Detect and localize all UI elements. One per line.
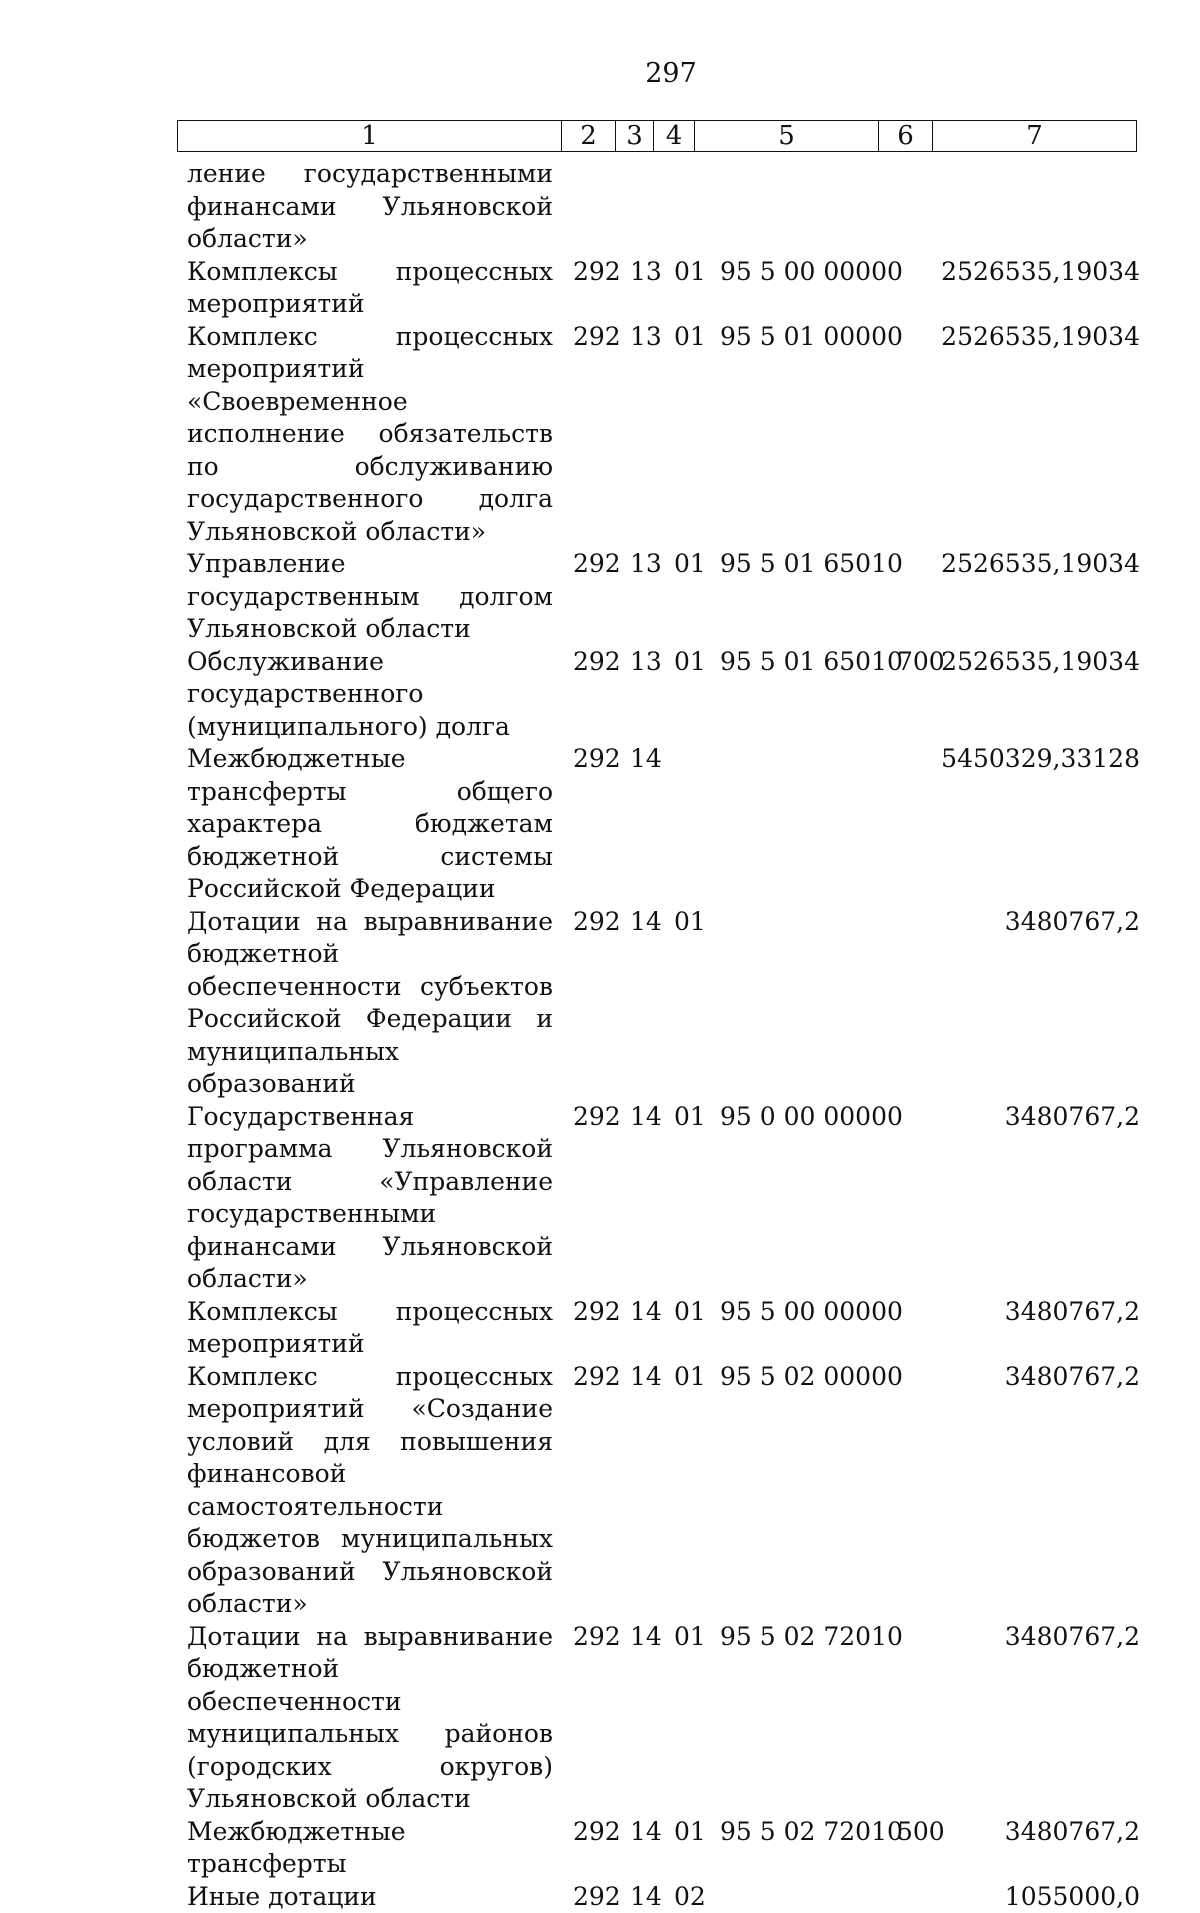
row-c3: 14 [630,1361,662,1394]
row-name: ление государственными финансами Ульяновской области» [187,158,553,256]
row-c3: 13 [630,321,662,354]
row-c7: 3480767,2 [1005,1816,1140,1849]
table-row [0,1361,1200,1621]
row-name: Комплекс процессных мероприятий «Своевременное исполнение обязательств по обслуживанию государственного долга Ульяновской области» [187,321,553,549]
table-row [0,321,1200,549]
row-c4: 01 [674,1296,706,1329]
column-header-2: 2 [562,121,616,152]
column-header-3: 3 [616,121,654,152]
column-header-4: 4 [654,121,695,152]
row-c7: 3480767,2 [1005,1296,1140,1329]
row-c4: 02 [674,1881,706,1913]
row-c7: 2526535,19034 [941,321,1140,354]
row-name: Комплекс процессных мероприятий «Создание условий для повышения финансовой самостоятельности бюджетов муниципальных образований Ульяновской области» [187,1361,553,1621]
row-c5: 95 5 02 72010 [720,1816,903,1849]
page-number: 297 [0,58,1200,89]
row-name: Обслуживание государственного (муниципального) долга [187,646,553,744]
row-c2: 292 [573,646,621,679]
row-c3: 14 [630,1296,662,1329]
row-c3: 14 [630,1101,662,1134]
row-c4: 01 [674,1361,706,1394]
column-header-5: 5 [695,121,879,152]
row-c3: 13 [630,646,662,679]
row-c4: 01 [674,906,706,939]
row-c7: 2526535,19034 [941,256,1140,289]
row-c4: 01 [674,1101,706,1134]
table-row [0,548,1200,646]
column-header-6: 6 [879,121,933,152]
table-header [177,120,1137,152]
row-c4: 01 [674,646,706,679]
table-row [0,1296,1200,1361]
table-row [0,646,1200,744]
row-c7: 5450329,33128 [941,743,1140,776]
row-c5: 95 5 02 00000 [720,1361,903,1394]
row-c7: 3480767,2 [1005,1621,1140,1654]
row-name: Государственная программа Ульяновской области «Управление государственными финансами Ульяновской области» [187,1101,553,1296]
row-c3: 14 [630,1621,662,1654]
table-row [0,1101,1200,1296]
row-c7: 3480767,2 [1005,1361,1140,1394]
column-header-7: 7 [933,121,1137,152]
row-name: Дотации на выравнивание бюджетной обеспеченности субъектов Российской Федерации и муниципальных образований [187,906,553,1101]
row-c5: 95 5 01 00000 [720,321,903,354]
row-c5: 95 5 00 00000 [720,1296,903,1329]
row-c4: 01 [674,1816,706,1849]
row-c3: 14 [630,1881,662,1913]
row-c5: 95 5 02 72010 [720,1621,903,1654]
row-c3: 13 [630,256,662,289]
row-c2: 292 [573,548,621,581]
row-c3: 14 [630,1816,662,1849]
row-c7: 2526535,19034 [941,548,1140,581]
row-c2: 292 [573,1881,621,1913]
row-c6: 700 [897,646,945,679]
row-c2: 292 [573,1296,621,1329]
table-row [0,1816,1200,1881]
table-row [0,1621,1200,1816]
row-c7: 2526535,19034 [941,646,1140,679]
row-c5: 95 5 01 65010 [720,646,903,679]
row-name: Комплексы процессных мероприятий [187,256,553,321]
row-c2: 292 [573,1816,621,1849]
row-c4: 01 [674,548,706,581]
row-c3: 14 [630,906,662,939]
row-name: Управление государственным долгом Ульяновской области [187,548,553,646]
row-c4: 01 [674,1621,706,1654]
row-c2: 292 [573,321,621,354]
row-c2: 292 [573,256,621,289]
row-name: Иные дотации [187,1881,553,1913]
table-row [0,256,1200,321]
row-name: Межбюджетные трансферты [187,1816,553,1881]
row-name: Межбюджетные трансферты общего характера бюджетам бюджетной системы Российской Федерации [187,743,553,906]
row-c3: 13 [630,548,662,581]
row-c2: 292 [573,1101,621,1134]
row-c2: 292 [573,1621,621,1654]
row-c2: 292 [573,906,621,939]
row-c7: 1055000,0 [1005,1881,1140,1913]
row-c2: 292 [573,743,621,776]
row-c4: 01 [674,321,706,354]
row-c3: 14 [630,743,662,776]
row-c7: 3480767,2 [1005,1101,1140,1134]
row-name: Дотации на выравнивание бюджетной обеспеченности муниципальных районов (городских округов) Ульяновской области [187,1621,553,1816]
table-row [0,743,1200,906]
table-row [0,906,1200,1101]
row-c7: 3480767,2 [1005,906,1140,939]
row-c2: 292 [573,1361,621,1394]
row-c5: 95 5 00 00000 [720,256,903,289]
table-row [0,158,1200,256]
row-c5: 95 0 00 00000 [720,1101,903,1134]
row-c6: 500 [897,1816,945,1849]
row-c5: 95 5 01 65010 [720,548,903,581]
row-c4: 01 [674,256,706,289]
column-header-1: 1 [178,121,562,152]
row-name: Комплексы процессных мероприятий [187,1296,553,1361]
table-row [0,1881,1200,1913]
table-body [0,158,1200,1913]
